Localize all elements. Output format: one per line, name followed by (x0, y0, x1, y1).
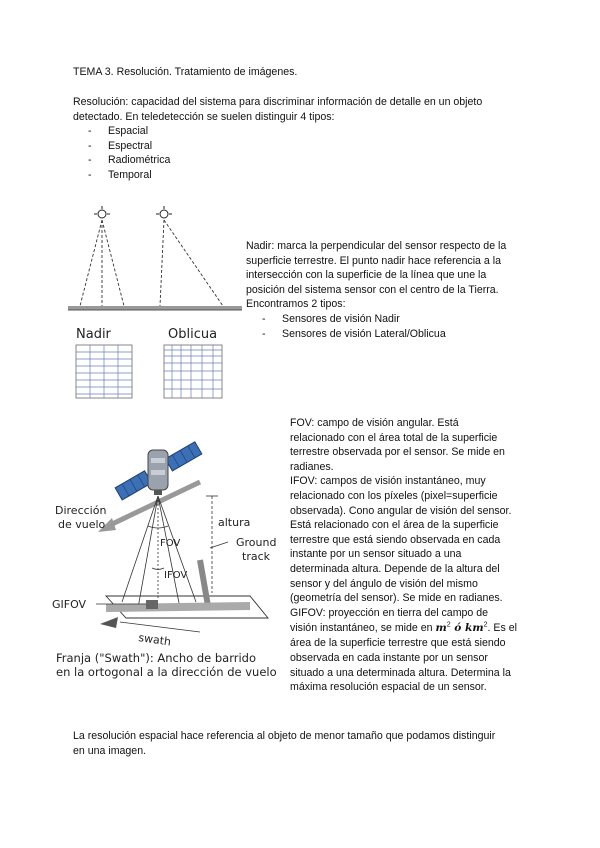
closing-paragraph (73, 729, 533, 758)
sensor-icon-oblique (156, 206, 172, 218)
ifov-line: sensor y del ángulo de visión del mismo (290, 577, 478, 590)
ifov-line: terrestre que está siendo observada en cada (290, 533, 501, 546)
resolution-types-list (88, 124, 170, 182)
closing-line: en una imagen. (73, 744, 147, 757)
caption-line-1: Franja ("Swath"): Ancho de barrido (56, 651, 256, 665)
label-swath: swath (137, 631, 172, 649)
label-fov: FOV (160, 538, 181, 549)
fov-line: relacionado con el área total de la superficie (290, 431, 498, 444)
unit-exp: 2 (483, 621, 488, 629)
ifov-line: determinada altura. Depende de la altura del (290, 562, 500, 575)
nadir-oblique-figure (68, 200, 246, 400)
flight-direction-arrow (98, 482, 200, 532)
unit-km: km (465, 622, 484, 635)
unit-or: ó (450, 622, 466, 635)
gifov-suffix: . Es el (487, 622, 517, 635)
gifov-line: área de la superficie terrestre que está siendo (290, 637, 506, 650)
nadir-line: Encontramos 2 tipos: (246, 298, 346, 311)
gifov-line: GIFOV: proyección en tierra del campo de (290, 606, 489, 619)
satellite-icon (115, 442, 202, 500)
ifov-line: (geometría del sensor). Se mide en radianes. (290, 592, 503, 605)
ground-surface (68, 306, 242, 310)
fov-line: radianes. (290, 460, 334, 473)
list-item: - Sensores de visión Lateral/Oblicua (262, 327, 446, 342)
ifov-line: relacionado con los píxeles (pixel=superficie (290, 489, 498, 502)
oblique-grid (164, 345, 222, 398)
fov-line: FOV: campo de visión angular. Está (290, 417, 459, 429)
label-track: track (242, 550, 270, 563)
label-de-vuelo: de vuelo (58, 518, 106, 531)
swath-measure (100, 617, 200, 632)
gifov-line: situado a una determinada altura. Determina la (290, 666, 511, 679)
nadir-paragraph (246, 239, 531, 312)
swath-band (106, 600, 250, 609)
sensor-icon-nadir (94, 206, 110, 218)
gifov-prefix: visión instantáneo, se mide en (290, 622, 436, 635)
caption-line-2: en la ortogonal a la dirección de vuelo (56, 665, 277, 679)
intro-paragraph (73, 95, 533, 124)
gifov-line: máxima resolución espacial de un sensor. (290, 681, 487, 694)
list-item: - Espectral (88, 139, 170, 154)
label-gifov: GIFOV (52, 598, 87, 611)
nadir-line: posición del sistema sensor con el centro de la Tierra. (246, 283, 499, 296)
nadir-line: intersección con la superficie de la línea que une la (246, 269, 487, 282)
fov-paragraph (290, 416, 530, 695)
gifov-line: observada en cada instante por un sensor (290, 651, 488, 664)
list-item: - Sensores de visión Nadir (262, 312, 446, 327)
label-direccion: Dirección (55, 504, 107, 517)
nadir-line: Nadir: marca la perpendicular del sensor respecto de la (246, 240, 507, 252)
unit-exp: 2 (446, 621, 451, 629)
list-item: - Espacial (88, 124, 170, 139)
nadir-line: superficie terrestre. El punto nadir hace referencia a la (246, 254, 501, 267)
list-item: - Radiométrica (88, 153, 170, 168)
fov-arc (148, 526, 168, 528)
unit-m: m (435, 622, 447, 635)
ifov-line: Está relacionado con el área de la superficie (290, 519, 499, 532)
intro-line: Resolución: capacidad del sistema para discriminar información de detalle en un objeto (73, 96, 483, 108)
fov-line: terrestre observada por el sensor. Se mide en (290, 446, 505, 459)
ifov-line: observada). Cono angular de visión del sensor. (290, 504, 512, 517)
nadir-grid (76, 345, 132, 398)
ifov-line: IFOV: campos de visión instantáneo, muy (290, 475, 486, 488)
fov-diagram (50, 418, 288, 680)
intro-line: detectado. En teledetección se suelen distinguir 4 tipos: (73, 110, 335, 123)
label-ifov: IFOV (164, 570, 188, 581)
gifov-line-units (290, 620, 530, 636)
label-altura: altura (218, 516, 251, 529)
ifov-line: instante por un sensor situado a una (290, 548, 462, 561)
page-title: TEMA 3. Resolución. Tratamiento de imágenes. (73, 66, 298, 78)
sensor-types-list (262, 312, 446, 341)
label-ground: Ground (236, 536, 277, 549)
label-oblicua: Oblicua (168, 327, 218, 342)
list-item: - Temporal (88, 168, 170, 183)
label-nadir: Nadir (76, 327, 111, 342)
view-cone-lines (80, 220, 223, 306)
closing-line: La resolución espacial hace referencia al objeto de menor tamaño que podamos distinguir (73, 730, 496, 742)
